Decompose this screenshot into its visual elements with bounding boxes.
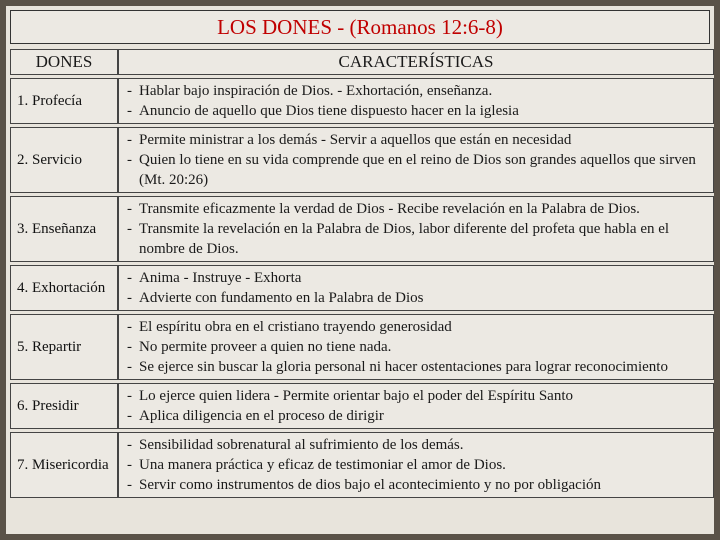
characteristics-list: [125, 386, 707, 426]
page-title: LOS DONES - (Romanos 12:6-8): [10, 10, 710, 44]
table-row: [10, 432, 714, 498]
gift-name: 5. Repartir: [10, 314, 118, 380]
gift-characteristics: [118, 432, 714, 498]
table-header-row: [10, 49, 714, 75]
table-row: [10, 196, 714, 262]
characteristic-item: - Sensibilidad sobrenatural al sufrimiento de los demás.: [125, 435, 707, 455]
characteristic-item: - Transmite la revelación en la Palabra de Dios, labor diferente del profeta que habla en el nombre de Dios.: [125, 219, 707, 259]
gift-name: 1. Profecía: [10, 78, 118, 124]
characteristic-item: - Se ejerce sin buscar la gloria personal ni hacer ostentaciones para lograr reconocimiento: [125, 357, 707, 377]
gift-name: 3. Enseñanza: [10, 196, 118, 262]
characteristic-item: - Aplica diligencia en el proceso de dirigir: [125, 406, 707, 426]
characteristic-item: - El espíritu obra en el cristiano trayendo generosidad: [125, 317, 707, 337]
gift-name: 7. Misericordia: [10, 432, 118, 498]
characteristics-list: [125, 81, 707, 121]
table-row: [10, 314, 714, 380]
gifts-table: [10, 46, 714, 501]
gift-characteristics: [118, 78, 714, 124]
table-row: [10, 383, 714, 429]
table-row: [10, 265, 714, 311]
characteristics-list: [125, 435, 707, 495]
gift-name: 6. Presidir: [10, 383, 118, 429]
characteristic-item: - Una manera práctica y eficaz de testimoniar el amor de Dios.: [125, 455, 707, 475]
characteristics-list: [125, 130, 707, 190]
characteristic-item: - Anuncio de aquello que Dios tiene dispuesto hacer en la iglesia: [125, 101, 707, 121]
characteristic-item: - Quien lo tiene en su vida comprende que en el reino de Dios son grandes aquellos que sirven (Mt. 20:26): [125, 150, 707, 190]
table-body: [10, 78, 714, 498]
characteristic-item: - Anima - Instruye - Exhorta: [125, 268, 707, 288]
characteristic-item: - Servir como instrumentos de dios bajo el acontecimiento y no por obligación: [125, 475, 707, 495]
gift-characteristics: [118, 196, 714, 262]
characteristics-list: [125, 199, 707, 259]
characteristic-item: - Lo ejerce quien lidera - Permite orientar bajo el poder del Espíritu Santo: [125, 386, 707, 406]
gift-characteristics: [118, 127, 714, 193]
slide-frame: [6, 6, 714, 534]
characteristic-item: - Hablar bajo inspiración de Dios. - Exhortación, enseñanza.: [125, 81, 707, 101]
header-caracteristicas: CARACTERÍSTICAS: [118, 49, 714, 75]
characteristic-item: - No permite proveer a quien no tiene nada.: [125, 337, 707, 357]
gift-name: 2. Servicio: [10, 127, 118, 193]
header-dones: DONES: [10, 49, 118, 75]
characteristics-list: [125, 268, 707, 308]
table-row: [10, 127, 714, 193]
characteristic-item: - Advierte con fundamento en la Palabra de Dios: [125, 288, 707, 308]
characteristic-item: - Permite ministrar a los demás - Servir a aquellos que están en necesidad: [125, 130, 707, 150]
gift-characteristics: [118, 314, 714, 380]
characteristics-list: [125, 317, 707, 377]
characteristic-item: - Transmite eficazmente la verdad de Dios - Recibe revelación en la Palabra de Dios.: [125, 199, 707, 219]
gift-characteristics: [118, 265, 714, 311]
gift-name: 4. Exhortación: [10, 265, 118, 311]
gift-characteristics: [118, 383, 714, 429]
table-row: [10, 78, 714, 124]
